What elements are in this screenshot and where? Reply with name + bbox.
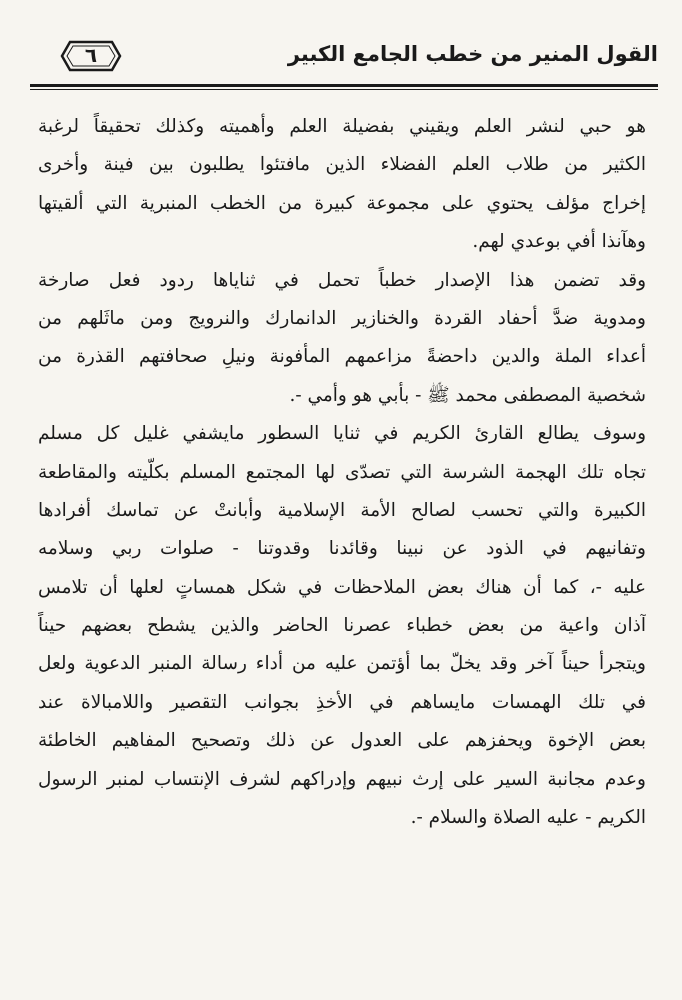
text-line: وهآنذا أفي بوعدي لهم.	[472, 231, 646, 253]
text-line: ويتجرأ حيناً آخر وقد يخلّ بما أؤتمن عليه من أداء رسالة المنبر الدعوية ولعل	[38, 653, 646, 675]
text-line: الكثير من طلاب العلم الفضلاء الذين مافتئوا يطلبون بين فينة وأخرى	[38, 154, 646, 176]
text-line: هو حبي لنشر العلم ويقيني بفضيلة العلم وأهميته وكذلك تحقيقاً لرغبة	[38, 116, 646, 137]
page-number: ٦	[84, 43, 98, 67]
page-number-badge	[60, 40, 122, 72]
text-line: وقد تضمن هذا الإصدار خطباً تحمل في ثناياها ردود فعل صارخة	[38, 269, 646, 291]
text-line: الكريم - عليه الصلاة والسلام -.	[410, 807, 646, 829]
text-line: الكبيرة والتي تحسب لصالح الأمة الإسلامية وأبانتْ عن تماسك أفرادها	[38, 499, 646, 521]
running-title: القول المنير من خطب الجامع الكبير	[287, 42, 658, 66]
text-line: أعداء الملة والدين داحضةً مزاعمهم المأفونة ونيلِ صحافتهم القذرة من	[38, 346, 646, 368]
text-line: في تلك الهمسات مايساهم في الأخذِ بجوانب التقصير واللامبالاة عند	[38, 691, 646, 713]
body-text	[38, 108, 646, 837]
text-line: شخصية المصطفى محمد ﷺ - بأبي هو وأمي -.	[289, 384, 646, 406]
header-rule	[30, 84, 658, 87]
text-line: ومدوية ضدَّ أحفاد القردة والخنازير الدانمارك والنرويج ومن ماثَلهم من	[38, 307, 646, 329]
text-line: بعض الإخوة ويحفزهم على العدول عن ذلك وتصحيح المفاهيم الخاطئة	[38, 730, 646, 752]
text-line: إخراج مؤلف يحتوي على مجموعة كبيرة من الخطب المنبرية التي ألقيتها	[38, 192, 646, 214]
text-line: آذان واعية من بعض خطباء عصرنا الحاضر والذين يشطح بعضهم حيناً	[38, 615, 646, 637]
text-line: تجاه تلك الهجمة الشرسة التي تصدّى لها المجتمع المسلم بكلّيته والمقاطعة	[38, 461, 646, 483]
text-line: وعدم مجانبة السير على إرث نبيهم وإدراكهم لشرف الإنتساب لمنبر الرسول	[38, 768, 646, 790]
text-line: وتفانيهم في الذود عن نبينا وقائدنا وقدوتنا - صلوات ربي وسلامه	[38, 538, 646, 560]
header-rule-thin	[30, 89, 658, 90]
text-line: عليه -، كما أن هناك بعض الملاحظات في شكل همساتٍ لعلها أن تلامس	[38, 576, 646, 598]
text-line: وسوف يطالع القارئ الكريم في ثنايا السطور مايشفي غليل كل مسلم	[38, 423, 646, 445]
page-header	[30, 38, 658, 82]
